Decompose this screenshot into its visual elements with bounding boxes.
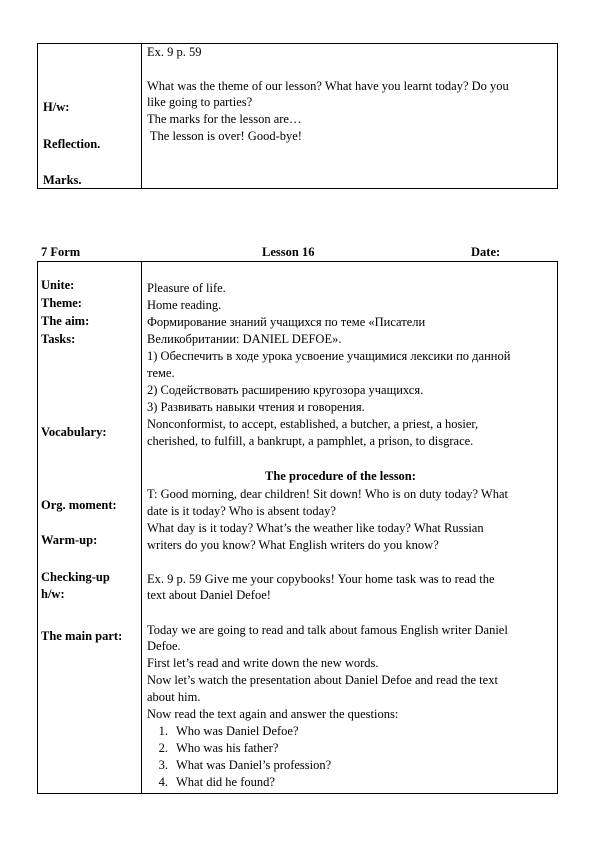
list-item: 1. Who was Daniel Defoe?	[158, 724, 299, 738]
warm-line-1: What day is it today? What’s the weather like today? What Russian	[147, 521, 484, 535]
unite-text: Pleasure of life.	[147, 281, 226, 295]
main-line-6: Now read the text again and answer the questions:	[147, 707, 399, 721]
vocabulary-line-1: Nonconformist, to accept, established, a butcher, a priest, a hosier,	[147, 417, 479, 431]
column-divider	[141, 44, 142, 188]
aim-line-1: Формирование знаний учащихся по теме «Писатели	[147, 315, 426, 329]
form-label: 7 Form	[41, 245, 81, 259]
task-1-line-2: теме.	[147, 366, 175, 380]
label-aim: The aim:	[41, 314, 90, 328]
list-item: 2. Who was his father?	[158, 741, 279, 755]
top-table	[37, 43, 558, 189]
label-tasks: Tasks:	[41, 332, 76, 346]
main-line-5: about him.	[147, 690, 201, 704]
warm-line-2: writers do you know? What English writers do you know?	[147, 538, 439, 552]
main-table	[37, 261, 558, 794]
reflection-line-2: like going to parties?	[147, 95, 253, 109]
main-line-2: Defoe.	[147, 639, 181, 653]
goodbye-text: The lesson is over! Good-bye!	[147, 129, 302, 143]
org-line-2: date is it today? Who is absent today?	[147, 504, 336, 518]
check-line-1: Ex. 9 p. 59 Give me your copybooks! Your home task was to read the	[147, 572, 495, 586]
reflection-line-1: What was the theme of our lesson? What have you learnt today? Do you	[147, 79, 509, 93]
lesson-label: Lesson 16	[262, 245, 315, 259]
org-line-1: T: Good morning, dear children! Sit down! Who is on duty today? What	[147, 487, 509, 501]
main-line-1: Today we are going to read and talk about famous English writer Daniel	[147, 623, 508, 637]
label-hw: h/w:	[41, 587, 65, 601]
label-vocabulary: Vocabulary:	[41, 425, 107, 439]
procedure-heading: The procedure of the lesson:	[265, 469, 416, 483]
aim-line-2: Великобритании: DANIEL DEFOE».	[147, 332, 342, 346]
label-unite: Unite:	[41, 278, 75, 292]
task-3: 3) Развивать навыки чтения и говорения.	[147, 400, 365, 414]
main-line-3: First let’s read and write down the new words.	[147, 656, 379, 670]
label-org-moment: Org. moment:	[41, 498, 117, 512]
label-checking-up: Checking-up	[41, 570, 110, 584]
theme-text: Home reading.	[147, 298, 222, 312]
main-line-4: Now let’s watch the presentation about Daniel Defoe and read the text	[147, 673, 498, 687]
vocabulary-line-2: cherished, to fulfill, a bankrupt, a pamphlet, a prison, to disgrace.	[147, 434, 474, 448]
list-item: 3. What was Daniel’s profession?	[158, 758, 332, 772]
list-item: 4. What did he found?	[158, 775, 275, 789]
label-hw: H/w:	[43, 100, 70, 114]
hw-text: Ex. 9 p. 59	[147, 45, 202, 59]
check-line-2: text about Daniel Defoe!	[147, 588, 271, 602]
marks-text: The marks for the lesson are…	[147, 112, 302, 126]
column-divider	[141, 262, 142, 793]
label-reflection: Reflection.	[43, 137, 101, 151]
date-label: Date:	[471, 245, 501, 259]
label-main-part: The main part:	[41, 629, 123, 643]
task-1-line-1: 1) Обеспечить в ходе урока усвоение учащимися лексики по данной	[147, 349, 511, 363]
label-marks: Marks.	[43, 173, 82, 187]
label-theme: Theme:	[41, 296, 82, 310]
task-2: 2) Содействовать расширению кругозора учащихся.	[147, 383, 424, 397]
label-warm-up: Warm-up:	[41, 533, 98, 547]
